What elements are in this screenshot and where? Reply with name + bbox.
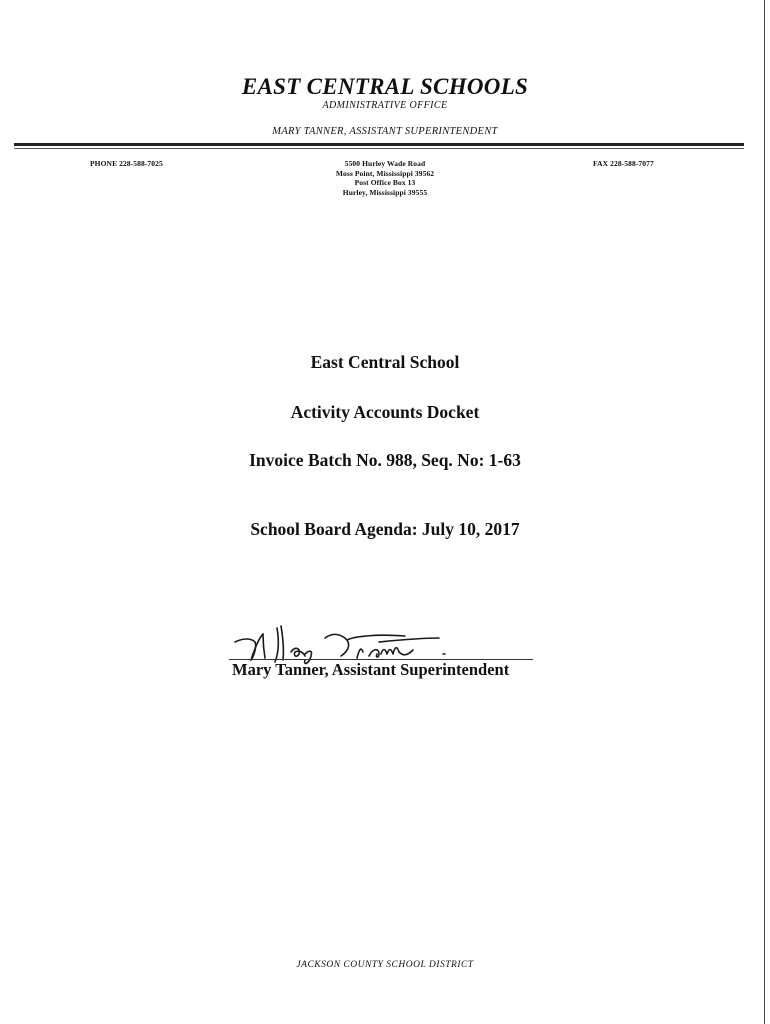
address-line: 5500 Hurley Wade Road xyxy=(344,159,426,168)
phone-number: PHONE 228-588-7025 xyxy=(90,159,163,168)
letterhead-rule-thin xyxy=(14,148,744,149)
signer-name: Mary Tanner, Assistant Superintendent xyxy=(232,660,510,679)
invoice-batch-line: Invoice Batch No. 988, Seq. No: 1-63 xyxy=(249,450,521,470)
school-name: EAST CENTRAL SCHOOLS xyxy=(241,74,529,99)
district-footer: JACKSON COUNTY SCHOOL DISTRICT xyxy=(296,960,474,970)
superintendent-line: MARY TANNER, ASSISTANT SUPERINTENDENT xyxy=(272,126,498,137)
address-line: Hurley, Mississippi 39555 xyxy=(342,187,428,197)
scan-edge-line xyxy=(764,0,765,1024)
board-agenda-line: School Board Agenda: July 10, 2017 xyxy=(250,519,520,539)
fax-number: FAX 228-588-7077 xyxy=(593,159,654,168)
letterhead-rule xyxy=(14,143,744,146)
office-subtitle: ADMINISTRATIVE OFFICE xyxy=(322,100,448,111)
address-line: Moss Point, Mississippi 39562 xyxy=(335,168,435,178)
document-title-school: East Central School xyxy=(310,352,460,372)
document-title-docket: Activity Accounts Docket xyxy=(290,402,480,422)
address-line: Post Office Box 13 xyxy=(354,178,416,187)
mailing-address xyxy=(250,159,520,197)
